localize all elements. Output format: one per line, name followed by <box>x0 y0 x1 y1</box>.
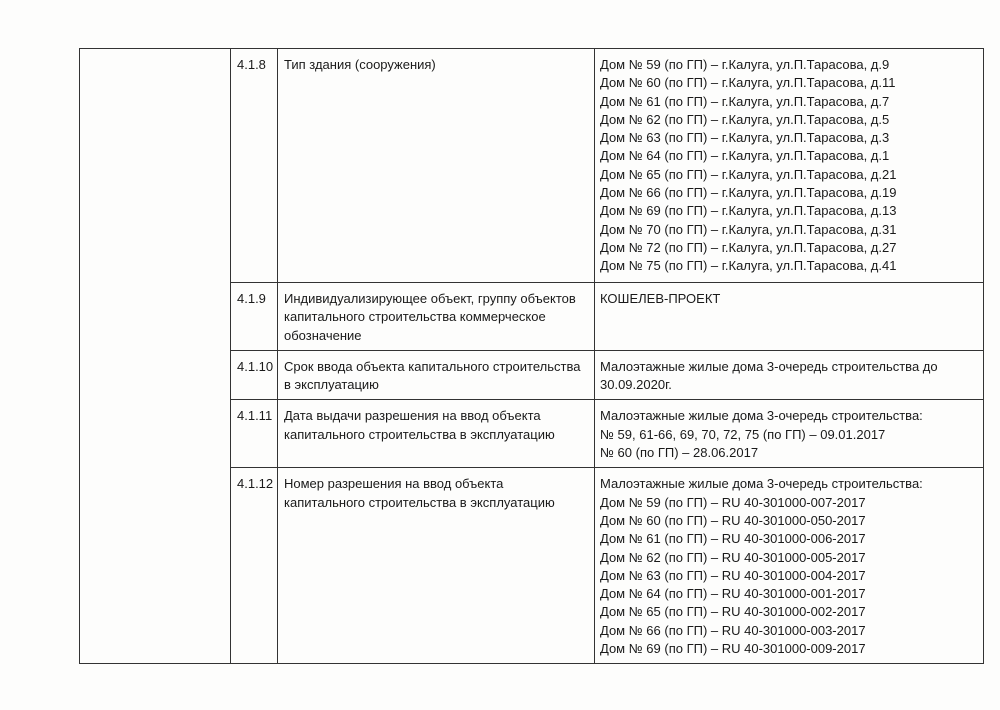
item-value-cell <box>595 468 984 664</box>
item-name: Тип здания (сооружения) <box>284 57 436 72</box>
value-line: Дом № 70 (по ГП) – г.Калуга, ул.П.Тарасова, д.31 <box>600 221 897 237</box>
value-line: Дом № 72 (по ГП) – г.Калуга, ул.П.Тарасова, д.27 <box>600 239 897 255</box>
value-line: Дом № 62 (по ГП) – г.Калуга, ул.П.Тарасова, д.5 <box>600 111 890 127</box>
value-line: Дом № 69 (по ГП) – г.Калуга, ул.П.Тарасова, д.13 <box>600 203 897 219</box>
value-line: № 59, 61-66, 69, 70, 72, 75 (по ГП) – 09.01.2017 <box>600 426 886 442</box>
value-line: Дом № 60 (по ГП) – RU 40-301000-050-2017 <box>600 512 866 528</box>
item-number-cell <box>231 49 278 283</box>
value-line: Дом № 59 (по ГП) – RU 40-301000-007-2017 <box>600 494 866 510</box>
item-name-cell <box>278 350 595 400</box>
item-value-cell <box>595 49 984 283</box>
item-name-cell <box>278 400 595 468</box>
value-intro: Малоэтажные жилые дома 3-очередь строительства: <box>600 476 923 492</box>
item-value-cell <box>595 400 984 468</box>
item-name: Номер разрешения на ввод объекта капитального строительства в эксплуатацию <box>284 476 555 510</box>
value-line: Дом № 60 (по ГП) – г.Калуга, ул.П.Тарасова, д.11 <box>600 75 896 91</box>
item-name: Дата выдачи разрешения на ввод объекта капитального строительства в эксплуатацию <box>284 408 555 442</box>
value-line: Дом № 69 (по ГП) – RU 40-301000-009-2017 <box>600 641 866 657</box>
value-line: Дом № 59 (по ГП) – г.Калуга, ул.П.Тарасова, д.9 <box>600 57 890 72</box>
item-number: 4.1.12 <box>237 476 274 492</box>
value-line: Дом № 62 (по ГП) – RU 40-301000-005-2017 <box>600 549 866 565</box>
item-number: 4.1.11 <box>237 408 273 424</box>
value-line: Дом № 64 (по ГП) – RU 40-301000-001-2017 <box>600 586 866 602</box>
value-intro: Малоэтажные жилые дома 3-очередь строительства: <box>600 408 923 424</box>
item-number: 4.1.10 <box>237 358 274 374</box>
item-number-cell <box>231 468 278 664</box>
value-line: Дом № 64 (по ГП) – г.Калуга, ул.П.Тарасова, д.1 <box>600 148 890 164</box>
value-line: Дом № 61 (по ГП) – г.Калуга, ул.П.Тарасова, д.7 <box>600 93 890 109</box>
item-number: 4.1.8 <box>237 57 266 72</box>
item-name-cell <box>278 468 595 664</box>
value-line: № 60 (по ГП) – 28.06.2017 <box>600 445 759 461</box>
value-line: Дом № 65 (по ГП) – RU 40-301000-002-2017 <box>600 604 866 620</box>
table-row-4-1-8 <box>80 49 984 283</box>
left-blank-column <box>80 49 231 664</box>
item-name-cell <box>278 283 595 351</box>
item-value-cell <box>595 350 984 400</box>
value-intro: Малоэтажные жилые дома 3-очередь строительства до 30.09.2020г. <box>600 358 938 393</box>
table-body <box>80 49 984 664</box>
document-table <box>79 48 984 664</box>
item-number-cell <box>231 350 278 400</box>
value-line: Дом № 66 (по ГП) – г.Калуга, ул.П.Тарасова, д.19 <box>600 185 897 201</box>
item-name-cell <box>278 49 595 283</box>
value-intro: КОШЕЛЕВ-ПРОЕКТ <box>600 291 721 306</box>
item-value-cell <box>595 283 984 351</box>
value-line: Дом № 63 (по ГП) – г.Калуга, ул.П.Тарасова, д.3 <box>600 130 890 146</box>
item-name: Индивидуализирующее объект, группу объектов капитального строительства коммерческое обозначение <box>284 291 576 343</box>
item-number-cell <box>231 283 278 351</box>
item-number: 4.1.9 <box>237 291 266 306</box>
value-line: Дом № 75 (по ГП) – г.Калуга, ул.П.Тарасова, д.41 <box>600 258 897 274</box>
item-number-cell <box>231 400 278 468</box>
value-line: Дом № 65 (по ГП) – г.Калуга, ул.П.Тарасова, д.21 <box>600 166 897 182</box>
value-line: Дом № 61 (по ГП) – RU 40-301000-006-2017 <box>600 531 866 547</box>
item-name: Срок ввода объекта капитального строительства в эксплуатацию <box>284 358 581 393</box>
value-line: Дом № 66 (по ГП) – RU 40-301000-003-2017 <box>600 622 866 638</box>
value-line: Дом № 63 (по ГП) – RU 40-301000-004-2017 <box>600 567 866 583</box>
